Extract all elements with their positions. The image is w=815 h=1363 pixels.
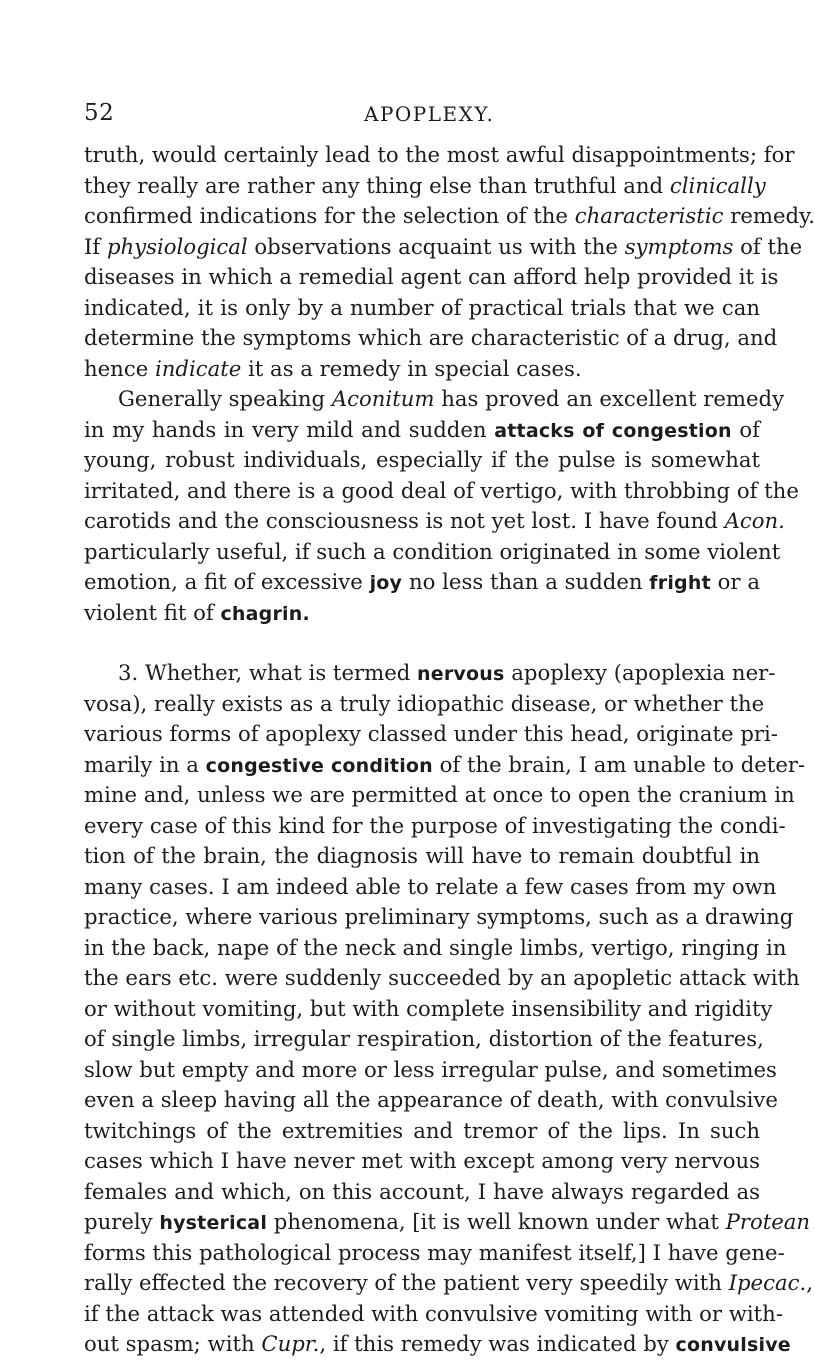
- text-segment: mine and, unless we are permitted at once to open the cranium in: [84, 782, 795, 807]
- italic-text: Protean: [725, 1209, 811, 1234]
- text-line: [84, 293, 760, 324]
- text-line: [84, 689, 765, 720]
- text-line: [84, 1238, 785, 1269]
- emphasis-text: convulsive: [675, 1334, 791, 1356]
- text-segment: remedy.: [723, 203, 815, 228]
- text-segment: of the: [733, 233, 803, 259]
- text-segment: marily in a: [84, 751, 206, 777]
- text-line: [84, 1055, 777, 1086]
- text-line: [84, 232, 803, 263]
- text-segment: emotion, a fit of excessive: [84, 569, 370, 594]
- text-segment: irritated, and there is a good deal of vertigo, with throbbing of the: [84, 477, 799, 503]
- text-segment: , if this remedy was indicated by: [319, 1331, 676, 1356]
- text-segment: the ears etc. were suddenly succeeded by an apopletic attack with: [84, 965, 800, 990]
- italic-text: physiological: [106, 233, 248, 259]
- text-line: [84, 476, 799, 507]
- text-segment: Generally speaking: [118, 386, 332, 411]
- text-line: [84, 1177, 760, 1208]
- text-segment: violent fit of: [84, 599, 221, 625]
- text-segment: 3. Whether, what is termed: [118, 660, 418, 685]
- text-segment: young, robust individuals, especially if the pulse is somewhat: [84, 447, 760, 472]
- emphasis-text: joy: [369, 572, 403, 594]
- italic-text: Acon.: [724, 508, 785, 533]
- text-line: [84, 719, 778, 750]
- text-line: [84, 872, 777, 903]
- text-segment: out spasm; with: [84, 1331, 262, 1356]
- text-segment: of: [731, 416, 761, 442]
- text-segment: tion of the brain, the diagnosis will have to remain doubtful in: [84, 843, 760, 868]
- text-segment: many cases. I am indeed able to relate a few cases from my own: [84, 873, 777, 899]
- text-line: [84, 1299, 783, 1330]
- paragraph-gap: [84, 628, 760, 658]
- text-line: [84, 1146, 760, 1177]
- text-segment: rally effected the recovery of the patient very speedily with: [84, 1270, 729, 1295]
- text-line: [84, 780, 795, 811]
- text-line: [84, 1116, 760, 1147]
- text-line: [84, 811, 786, 842]
- text-segment: no less than a sudden: [402, 569, 650, 594]
- italic-text: Aconitum: [331, 386, 435, 411]
- text-line: [84, 384, 785, 415]
- text-segment: vosa), really exists as a truly idiopathic disease, or whether the: [84, 690, 765, 716]
- text-line: [84, 354, 760, 385]
- page-number: 52: [84, 100, 115, 126]
- text-segment: practice, where various preliminary symptoms, such as a drawing: [84, 904, 794, 929]
- text-segment: of single limbs, irregular respiration, distortion of the features,: [84, 1026, 764, 1051]
- italic-text: symptoms: [624, 233, 734, 259]
- text-line: [84, 994, 773, 1025]
- text-line: [84, 323, 778, 354]
- text-segment: various forms of apoplexy classed under this head, originate pri-: [84, 721, 778, 746]
- text-line: [84, 445, 760, 476]
- text-segment: even a sleep having all the appearance of death, with convulsive: [84, 1087, 778, 1112]
- text-segment: particularly useful, if such a condition originated in some violent: [84, 538, 781, 564]
- text-line: [84, 1329, 791, 1360]
- italic-text: characteristic: [574, 203, 724, 228]
- emphasis-text: hysterical: [159, 1212, 268, 1234]
- text-line: [84, 415, 760, 446]
- text-segment: if the attack was attended with convulsive vomiting with or with-: [84, 1300, 783, 1326]
- text-segment: phenomena, [it is well known under what: [267, 1209, 726, 1234]
- text-segment: apoplexy (apoplexia ner-: [504, 660, 776, 685]
- text-line: [84, 963, 800, 994]
- text-segment: observations acquaint us with the: [247, 233, 625, 259]
- text-line: [84, 537, 781, 568]
- italic-text: indicate: [154, 355, 242, 381]
- text-segment: hence: [84, 355, 155, 381]
- text-segment: forms this pathological process may manifest itself,] I have gene-: [84, 1239, 785, 1265]
- text-segment: ,: [806, 1270, 813, 1295]
- body-text: [84, 140, 815, 1360]
- text-line: [84, 567, 760, 598]
- text-segment: carotids and the consciousness is not yet lost. I have found: [84, 508, 725, 533]
- text-segment: If: [84, 233, 107, 259]
- emphasis-text: fright: [649, 572, 711, 594]
- text-segment: purely: [84, 1209, 160, 1234]
- text-line: [84, 658, 776, 689]
- text-segment: has proved an excellent remedy: [434, 386, 785, 411]
- text-segment: diseases in which a remedial agent can afford help provided it is: [84, 264, 779, 289]
- text-line: [84, 1024, 764, 1055]
- italic-text: clinically: [669, 172, 766, 198]
- text-segment: twitchings of the extremities and tremor of the lips. In such: [84, 1117, 760, 1143]
- text-line: [84, 262, 779, 293]
- text-segment: or a: [710, 569, 760, 594]
- emphasis-text: attacks of congestion: [494, 419, 732, 442]
- running-title: APOPLEXY.: [364, 102, 495, 126]
- text-line: [84, 140, 795, 171]
- text-line: [84, 841, 760, 872]
- text-line: [84, 1268, 813, 1299]
- text-line: [84, 1207, 811, 1238]
- text-line: [84, 171, 766, 202]
- text-segment: slow but empty and more or less irregular pulse, and sometimes: [84, 1056, 777, 1082]
- italic-text: Ipecac.: [728, 1270, 807, 1295]
- italic-text: Cupr.: [261, 1331, 320, 1356]
- text-segment: in my hands in very mild and sudden: [84, 416, 495, 442]
- text-segment: confirmed indications for the selection of the: [84, 203, 575, 228]
- emphasis-text: congestive condition: [205, 754, 433, 777]
- text-segment: determine the symptoms which are characteristic of a drug, and: [84, 325, 778, 350]
- text-line: [84, 933, 787, 964]
- text-line: [84, 902, 794, 933]
- text-line: [84, 598, 760, 629]
- text-segment: indicated, it is only by a number of practical trials that we can: [84, 294, 760, 320]
- text-segment: in the back, nape of the neck and single limbs, vertigo, ringing in: [84, 934, 787, 960]
- text-line: [84, 1085, 778, 1116]
- text-segment: of the brain, I am unable to deter-: [432, 751, 806, 777]
- text-segment: or without vomiting, but with complete insensibility and rigidity: [84, 995, 773, 1021]
- text-segment: truth, would certainly lead to the most awful disappointments; for: [84, 142, 795, 167]
- text-segment: they really are rather any thing else than truthful and: [84, 172, 670, 198]
- text-line: [84, 201, 815, 232]
- emphasis-text: chagrin.: [220, 602, 310, 625]
- page-header: [84, 100, 760, 130]
- text-segment: females and which, on this account, I have always regarded as: [84, 1178, 760, 1204]
- text-line: [84, 506, 785, 537]
- text-line: [84, 750, 806, 781]
- text-segment: cases which I have never met with except among very nervous: [84, 1148, 760, 1173]
- text-segment: every case of this kind for the purpose of investigating the condi-: [84, 812, 786, 838]
- emphasis-text: nervous: [417, 663, 505, 685]
- text-segment: it as a remedy in special cases.: [241, 355, 582, 381]
